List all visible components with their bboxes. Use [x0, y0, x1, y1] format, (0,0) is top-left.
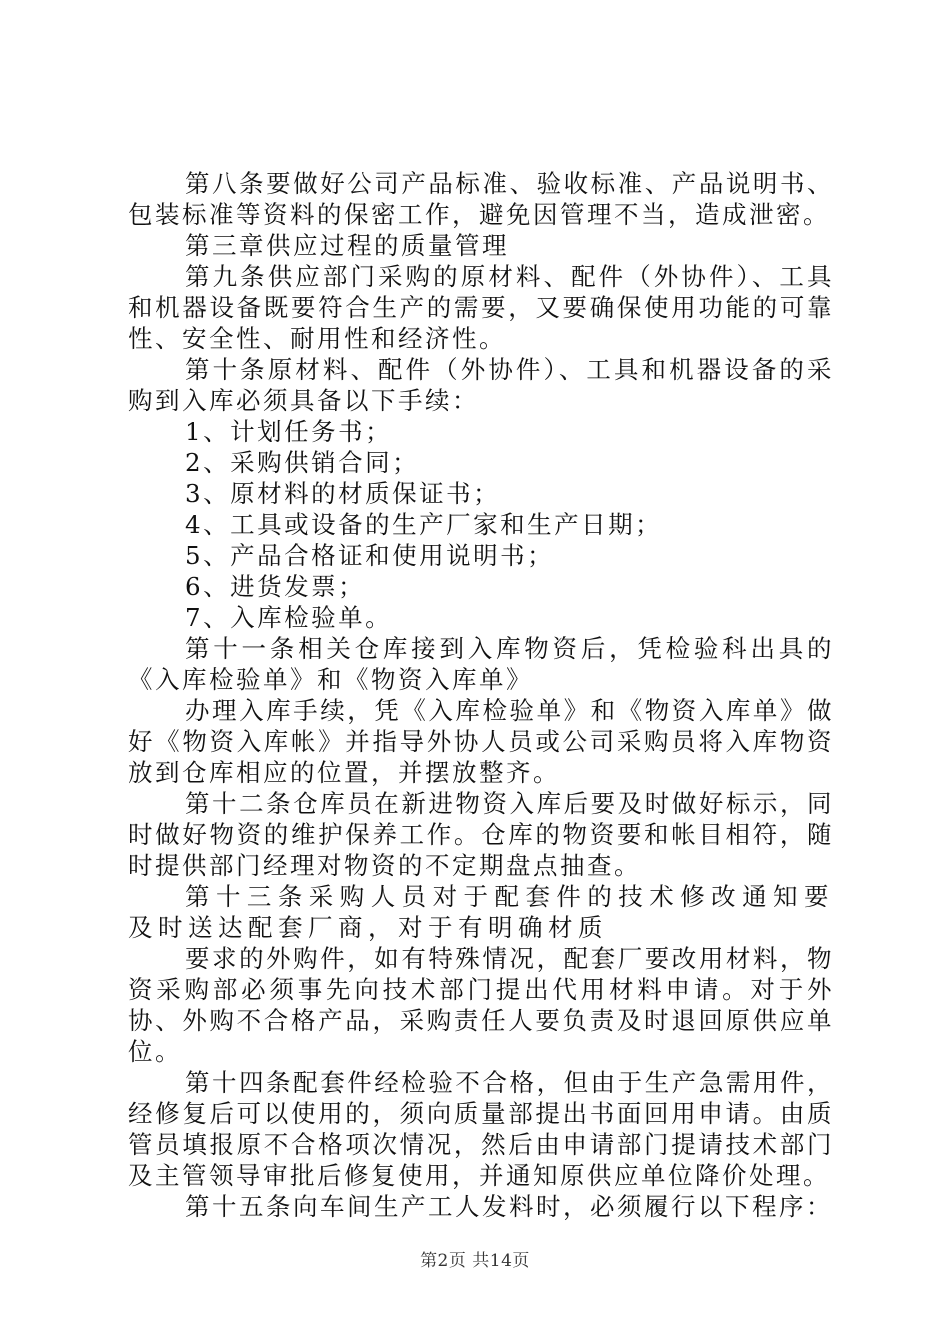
- paragraph-article-10: 第十条原材料、配件（外协件）、工具和机器设备的采购到入库必须具备以下手续：: [128, 355, 834, 415]
- document-body: [128, 168, 834, 1222]
- paragraph-article-12: 第十二条仓库员在新进物资入库后要及时做好标示，同时做好物资的维护保养工作。仓库的物资要和帐目相符，随时提供部门经理对物资的不定期盘点抽查。: [128, 789, 834, 880]
- paragraph-article-14: 第十四条配套件经检验不合格，但由于生产急需用件，经修复后可以使用的，须向质量部提出书面回用申请。由质管员填报原不合格项次情况，然后由申请部门提请技术部门及主管领导审批后修复使用，并通知原供应单位降价处理。: [128, 1068, 834, 1190]
- paragraph-article-8: 第八条要做好公司产品标准、验收标准、产品说明书、包装标准等资料的保密工作，避免因管理不当，造成泄密。: [128, 169, 834, 229]
- list-item-1: 1、计划任务书；: [185, 417, 393, 446]
- page-number-footer: 第2页 共14页: [420, 1251, 530, 1271]
- list-item-4: 4、工具或设备的生产厂家和生产日期；: [185, 510, 663, 539]
- paragraph-article-9: 第九条供应部门采购的原材料、配件（外协件）、工具和机器设备既要符合生产的需要，又要确保使用功能的可靠性、安全性、耐用性和经济性。: [128, 262, 834, 353]
- paragraph-article-13: 第十三条采购人员对于配套件的技术修改通知要及时送达配套厂商，对于有明确材质: [128, 882, 834, 942]
- chapter-3-heading: 第三章供应过程的质量管理: [185, 231, 509, 260]
- paragraph-article-15: 第十五条向车间生产工人发料时，必须履行以下程序：: [185, 1192, 833, 1221]
- list-item-6: 6、进货发票；: [185, 572, 366, 601]
- list-item-3: 3、原材料的材质保证书；: [185, 479, 501, 508]
- list-item-7: 7、入库检验单。: [185, 603, 393, 632]
- list-item-2: 2、采购供销合同；: [185, 448, 420, 477]
- list-item-5: 5、产品合格证和使用说明书；: [185, 541, 555, 570]
- paragraph-article-11-continued: 办理入库手续，凭《入库检验单》和《物资入库单》做好《物资入库帐》并指导外协人员或公司采购员将入库物资放到仓库相应的位置，并摆放整齐。: [128, 696, 834, 787]
- paragraph-article-13-continued: 要求的外购件，如有特殊情况，配套厂要改用材料，物资采购部必须事先向技术部门提出代用材料申请。对于外协、外购不合格产品，采购责任人要负责及时退回原供应单位。: [128, 944, 834, 1066]
- paragraph-article-11: 第十一条相关仓库接到入库物资后，凭检验科出具的《入库检验单》和《物资入库单》: [128, 634, 834, 694]
